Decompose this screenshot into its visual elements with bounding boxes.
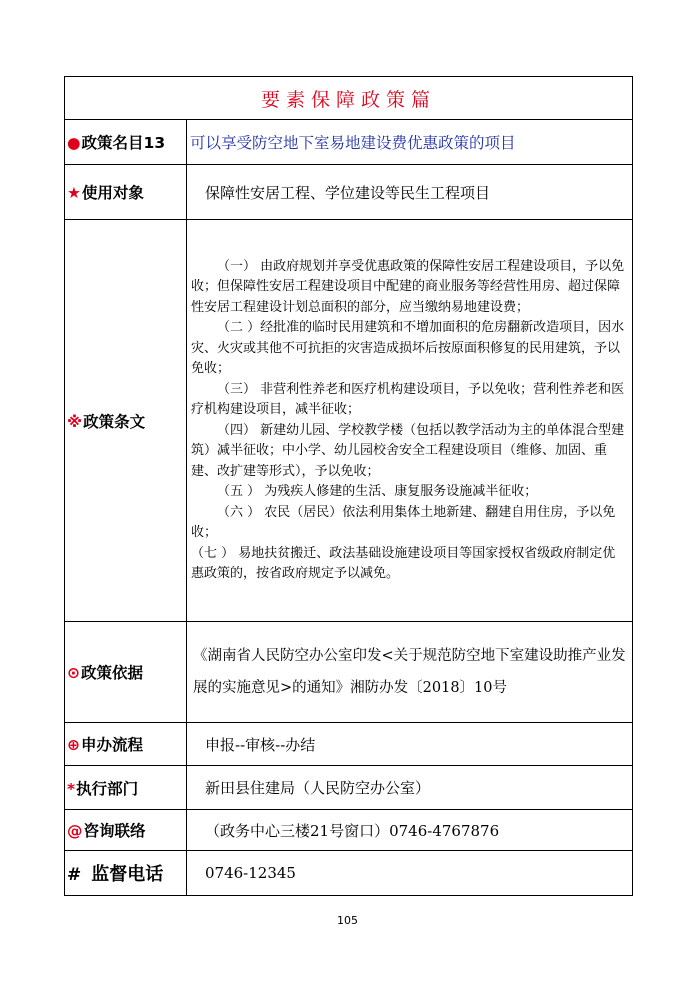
phone-label bbox=[65, 851, 187, 896]
consult-label bbox=[65, 810, 187, 851]
page-number: 105 bbox=[337, 914, 358, 927]
section-title: 要素保障政策篇 bbox=[65, 77, 633, 120]
hash-icon: # bbox=[67, 865, 82, 885]
bullet-dot-icon: ● bbox=[67, 134, 81, 152]
process-value: 申报--审核--办结 bbox=[187, 723, 633, 766]
circled-dot-icon: ⊙ bbox=[67, 664, 80, 682]
clause-paragraph: （二 ）经批准的临时民用建筑和不增加面积的危房翻新改造项目，因水灾、火灾或其他不可抗拒的灾害造成损坏后按原面积修复的民用建筑，予以免收； bbox=[191, 320, 625, 376]
target-value: 保障性安居工程、学位建设等民生工程项目 bbox=[187, 165, 633, 220]
policy-item-label-text: 政策名目13 bbox=[81, 134, 166, 152]
phone-value: 0746-12345 bbox=[187, 851, 633, 896]
asterisk-icon: * bbox=[67, 779, 76, 798]
department-label-text: 执行部门 bbox=[76, 779, 139, 798]
clause-paragraph: （三） 非营利性养老和医疗机构建设项目，予以免收；营利性养老和医疗机构建设项目，减半征收； bbox=[191, 381, 625, 417]
clause-paragraph: （四） 新建幼儿园、学校教学楼（包括以教学活动为主的单体混合型建筑）减半征收；中小学、幼儿园校舍安全工程建设项目（维修、加固、重建、改扩建等形式），予以免收； bbox=[191, 422, 625, 479]
basis-label-text: 政策依据 bbox=[81, 664, 144, 682]
clause-paragraph: （七 ） 易地扶贫搬迁、政法基础设施建设项目等国家授权省级政府制定优惠政策的，按省政府规定予以减免。 bbox=[191, 545, 616, 581]
reference-mark-icon: ※ bbox=[67, 412, 83, 431]
process-label-text: 申办流程 bbox=[81, 736, 144, 754]
basis-value: 《湖南省人民防空办公室印发<关于规范防空地下室建设助推产业发展的实施意见>的通知》湘防办发〔2018〕10号 bbox=[187, 622, 633, 723]
clause-paragraph: （一） 由政府规划并享受优惠政策的保障性安居工程建设项目，予以免收；但保障性安居工程建设项目中配建的商业服务等经营性用房、超过保障性安居工程建设计划总面积的部分，应当缴纳易地建设费； bbox=[191, 258, 625, 315]
consult-label-text: 咨询联络 bbox=[83, 822, 146, 840]
clause-paragraph: （五 ） 为残疾人修建的生活、康复服务设施减半征收； bbox=[217, 484, 538, 499]
department-label bbox=[65, 766, 187, 810]
clause-paragraph: （六 ） 农民（居民）依法利用集体土地新建、翻建自用住房，予以免收； bbox=[191, 504, 616, 540]
basis-label bbox=[65, 622, 187, 723]
clauses-label-text: 政策条文 bbox=[83, 412, 146, 431]
at-sign-icon: @ bbox=[67, 822, 83, 840]
clauses-text bbox=[187, 220, 633, 622]
policy-table bbox=[64, 76, 633, 896]
process-label bbox=[65, 723, 187, 766]
target-label bbox=[65, 165, 187, 220]
phone-label-text: 监督电话 bbox=[91, 864, 164, 885]
policy-item-value: 可以享受防空地下室易地建设费优惠政策的项目 bbox=[187, 120, 633, 165]
clauses-label bbox=[65, 220, 187, 622]
star-icon: ★ bbox=[67, 184, 81, 202]
circled-plus-icon: ⊕ bbox=[67, 736, 80, 754]
policy-item-label bbox=[65, 120, 187, 165]
department-value: 新田县住建局（人民防空办公室） bbox=[187, 766, 633, 810]
consult-value: （政务中心三楼21号窗口）0746-4767876 bbox=[187, 810, 633, 851]
target-label-text: 使用对象 bbox=[81, 184, 144, 202]
